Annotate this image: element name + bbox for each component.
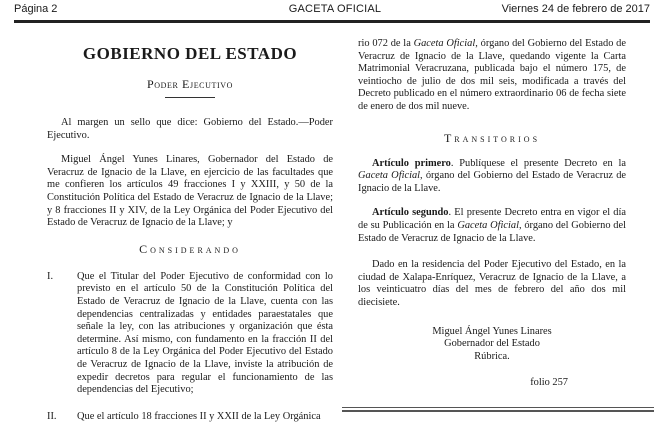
page-header [0, 0, 670, 20]
transitorios-heading: Transitorios [443, 130, 541, 145]
list-item [47, 411, 333, 424]
list-item-number: II. [47, 410, 57, 422]
gazette-name: GACETA OFICIAL [288, 3, 382, 15]
folio: folio 257 [530, 377, 568, 389]
document-subtitle: Poder Ejecutivo [147, 77, 233, 91]
right-column [358, 38, 626, 388]
left-column [47, 28, 333, 423]
header-rule [14, 20, 650, 23]
considerando-heading: Considerando [139, 241, 241, 256]
subtitle-rule [165, 97, 215, 98]
signature-block [358, 326, 626, 364]
document-title: GOBIERNO DEL ESTADO [82, 44, 298, 63]
rubrica: Rúbrica. [474, 350, 510, 362]
signer-name: Miguel Ángel Yunes Linares [432, 325, 552, 337]
intro-paragraph: Miguel Ángel Yunes Linares, Gobernador del Estado de Veracruz de Ignacio de la Llave, en ejercicio de las facultades que me confieren los artículos 49 fracciones I y XXIII, y 50 de la Constitución Política del Estado de Veracruz de Ignacio de la Llave; y 8 fracciones II y XIV, de la Ley Orgánica del Poder Ejecutivo del Estado de Veracruz de Ignacio de la Llave; y [47, 154, 333, 229]
list-item-number: I. [47, 270, 54, 282]
bottom-rule [342, 407, 654, 408]
bottom-rule-thick [342, 410, 654, 412]
seal-note: Al margen un sello que dice: Gobierno del Estado.—Poder Ejecutivo. [47, 117, 333, 141]
list-item [47, 271, 333, 397]
issue-date: Viernes 24 de febrero de 2017 [501, 3, 650, 15]
given-paragraph: Dado en la residencia del Poder Ejecutivo del Estado, en la ciudad de Xalapa-Enríquez, Veracruz de Ignacio de la Llave, a los veinticuatro días del mes de febrero del año dos mil diecisiete. [358, 259, 626, 308]
list-item-text: Que el artículo 18 fracciones II y XXII de la Ley Orgánica [77, 410, 321, 422]
gaceta-title: Gaceta Oficial [413, 38, 476, 49]
continuation-paragraph: rio 072 de la Gaceta Oficial, órgano del Gobierno del Estado de Veracruz de Ignacio de la Llave, quedando vigente la Carta Matrimonial Veracruzana, publicada bajo el número 175, de veintiocho de julio de dos mil seis, modificada a través del Decreto publicado en el número extraordinario 06 de fecha siete de enero de dos mil nueve. [358, 38, 626, 112]
article-first: Artículo primero. Publíquese el presente Decreto en la Gaceta Oficial, órgano del Gobierno del Estado de Veracruz de Ignacio de la Llave. [358, 157, 626, 194]
list-item-text: Que el Titular del Poder Ejecutivo de conformidad con lo previsto en el artículo 50 de la Constitución Política del Estado de Veracruz de Ignacio de la Llave, cuenta con las dependencias centralizadas y entidades paraestatales que señale la ley, con las atribuciones y organización que ésta determine. Así mismo, con fundamento en la fracción II del artículo 8 de la Ley Orgánica del Poder Ejecutivo del Estado de Veracruz de Ignacio de la Llave, inviste la atribución de expedir decretos para regular el funcionamiento de las dependencias del Ejecutivo; [77, 270, 333, 396]
article-second: Artículo segundo. El presente Decreto entra en vigor el día de su Publicación en la Gaceta Oficial, órgano del Gobierno del Estado de Veracruz de Ignacio de la Llave. [358, 207, 627, 244]
signer-title: Gobernador del Estado [444, 338, 540, 350]
page-number: Página 2 [14, 3, 58, 15]
